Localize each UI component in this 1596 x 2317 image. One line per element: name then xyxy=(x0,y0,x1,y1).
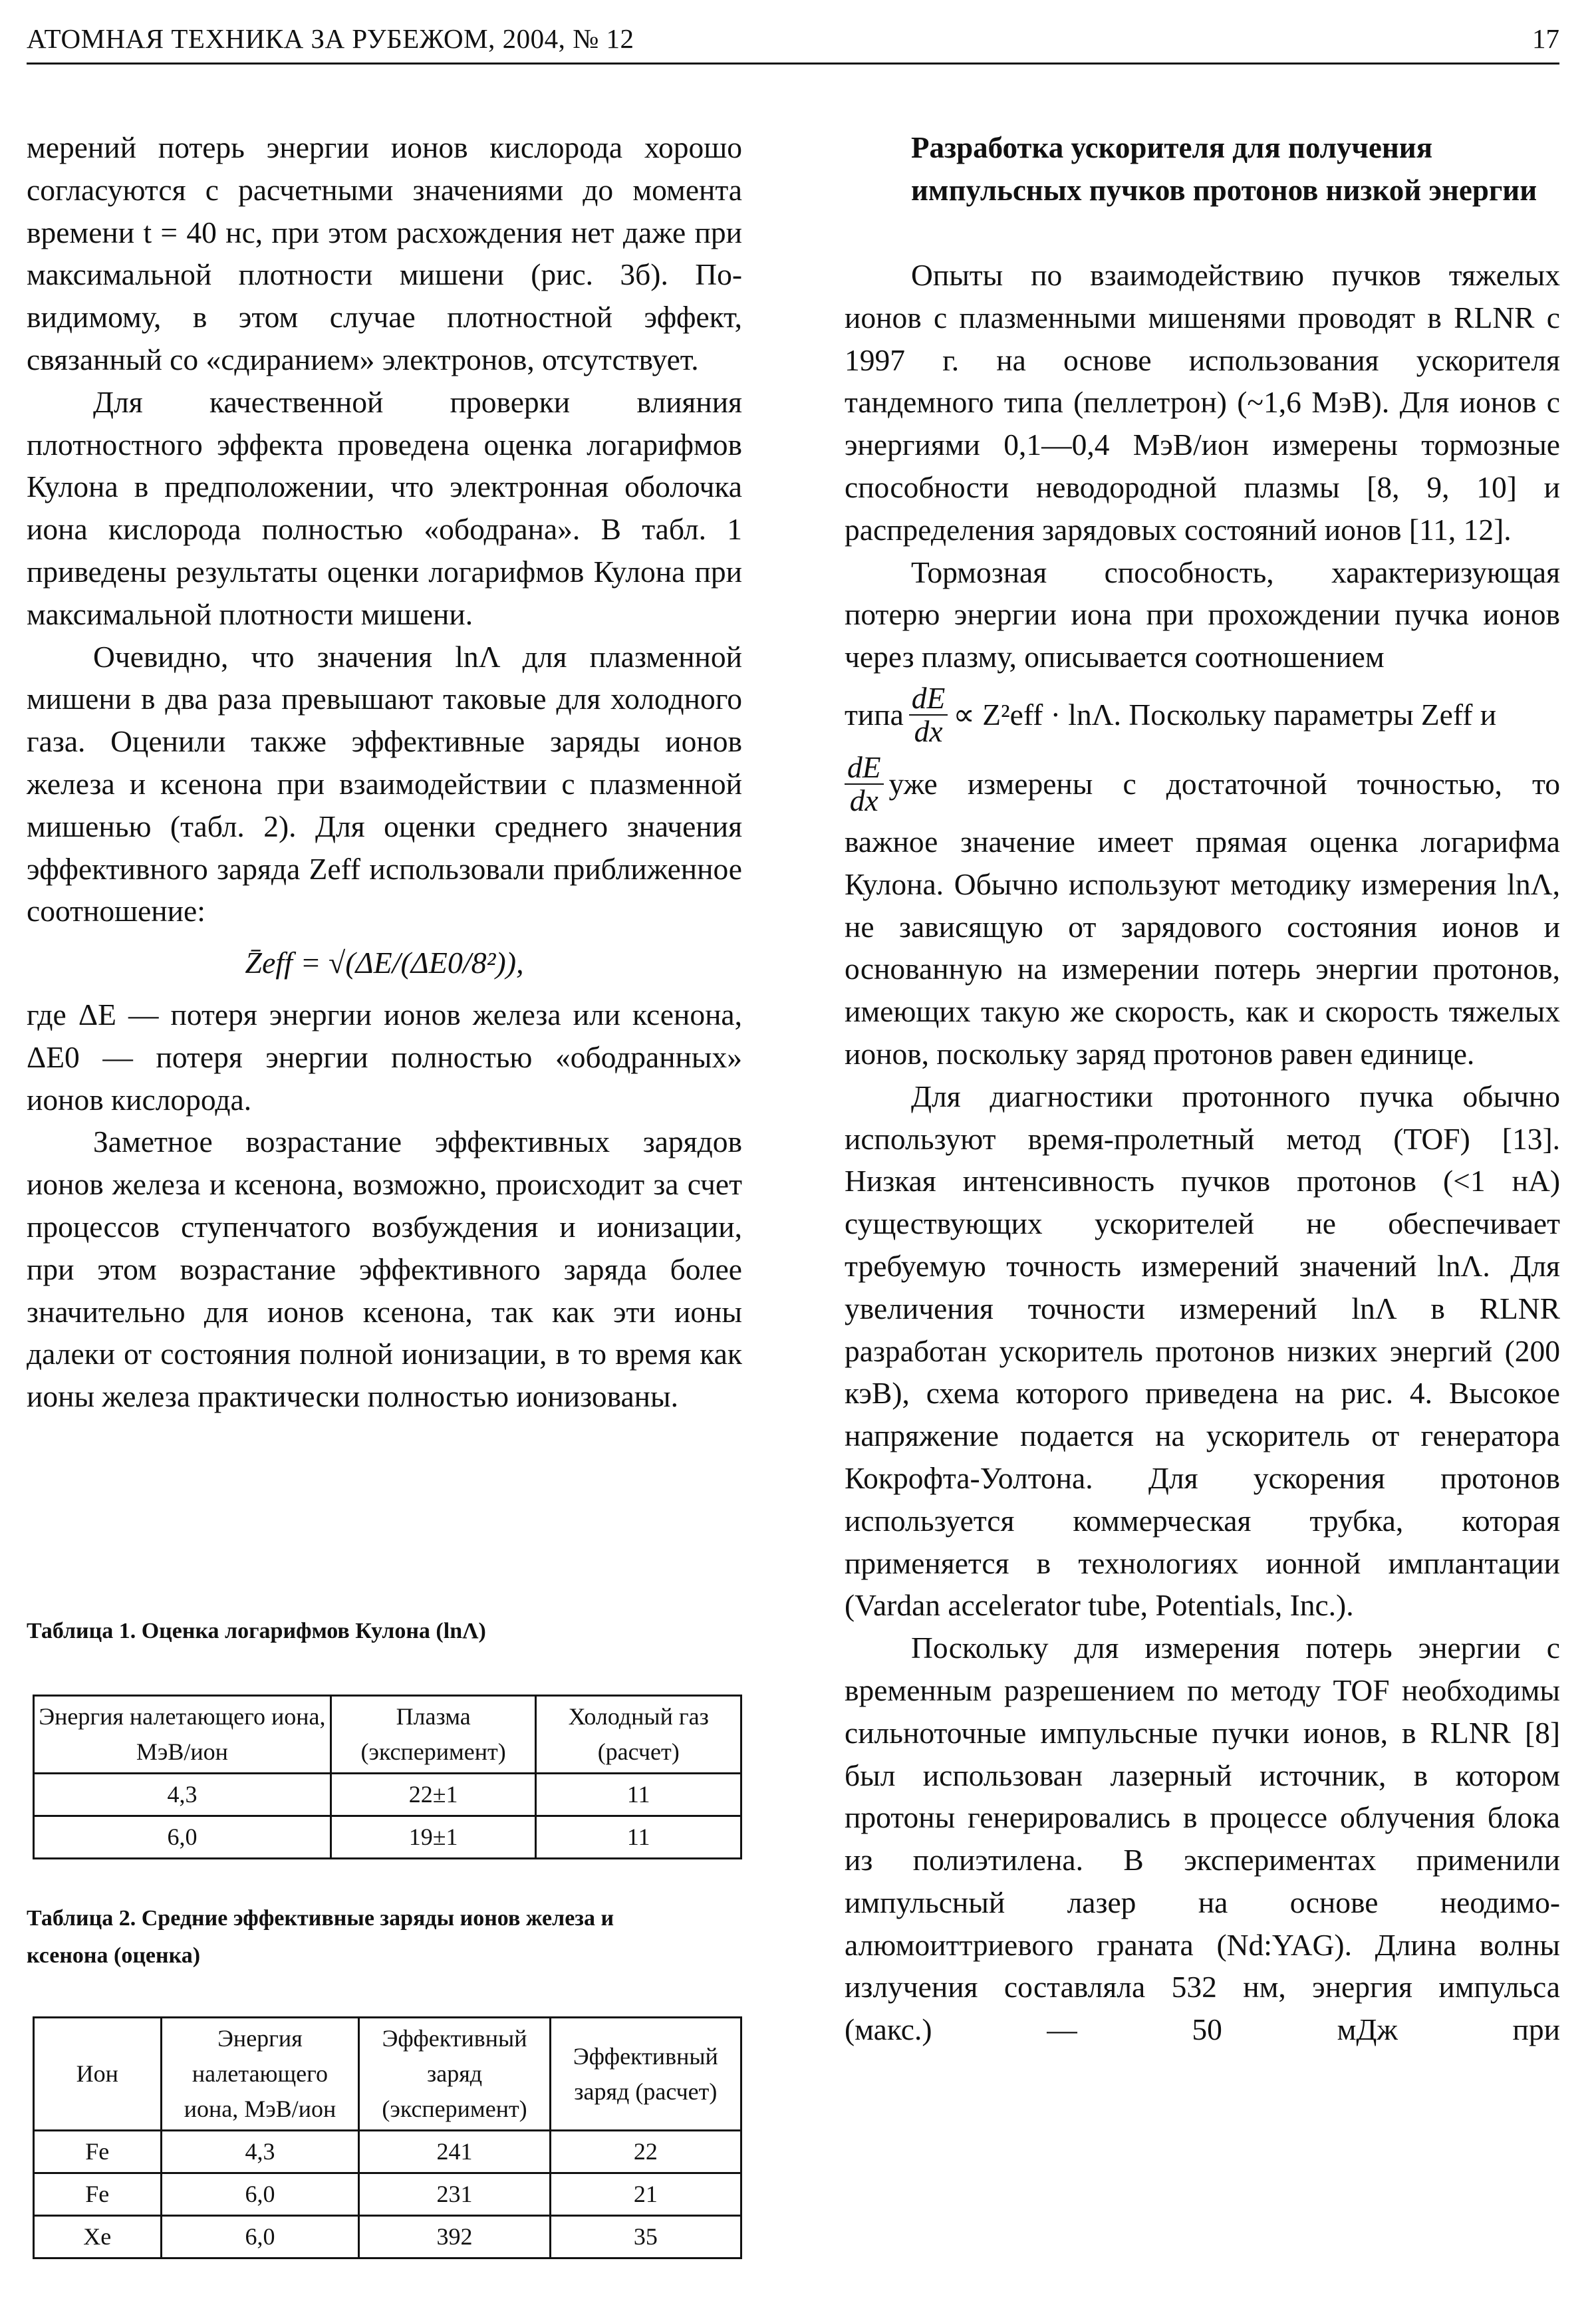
formula-suffix: уже измерены с достаточной точностью, то xyxy=(888,767,1560,801)
section-title: Разработка ускорителя для получения импульсных пучков протонов низкой энергии xyxy=(911,131,1537,207)
fraction-numerator: dE xyxy=(909,682,948,716)
header-cell: Эффективный заряд (эксперимент) xyxy=(359,2018,550,2131)
table-header-row xyxy=(34,1696,741,1774)
paragraph: Поскольку для измерения потерь энергии с временным разрешением по методу TOF необходимы сильноточные импульсные пучки ионов, в RLNR [8] был использован лазерный источник, в котором протоны генерировались в процессе облучения блока из полиэтилена. В экспериментах применили импульсный лазер на основе неодимо-алюмоиттриевого граната (Nd:YAG). Длина волны излучения составляла 532 нм, энергия импульса (макс.) — 50 мДж при xyxy=(845,1631,1560,2047)
cell: 4,3 xyxy=(34,1774,331,1816)
paragraph: Для качественной проверки влияния плотностного эффекта проведена оценка логарифмов Кулона в предположении, что электронная оболочка иона кислорода полностью «ободрана». В табл. 1 приведены результаты оценки логарифмов Кулона при максимальной плотности мишени. xyxy=(27,384,742,631)
cell: 22 xyxy=(550,2131,741,2173)
cell: Fe xyxy=(34,2173,162,2216)
cell: 11 xyxy=(536,1816,741,1859)
paragraph: Для диагностики протонного пучка обычно используют время-пролетный метод (TOF) [13]. Низкая интенсивность пучков протонов (<1 нА) существующих ускорителей не обеспечивает требуемую точность измерений значений lnΛ. Для увеличения точности измерений lnΛ в RLNR разработан ускоритель протонов низких энергий (200 кэВ), схема которого приведена на рис. 4. Высокое напряжение подается на ускоритель от генератора Кокрофта-Уолтона. Для ускорения протонов используется коммерческая трубка, которая применяется в технологиях ионной имплантации (Vardan accelerator tube, Potentials, Inc.). xyxy=(845,1079,1560,1623)
fraction-denominator: dx xyxy=(849,783,878,817)
table-row xyxy=(34,1774,741,1816)
cell: 22±1 xyxy=(331,1774,536,1816)
dEdx-line xyxy=(845,751,1560,817)
fraction-denominator: dx xyxy=(914,714,943,748)
header-cell: Эффективный заряд (расчет) xyxy=(550,2018,741,2131)
header-cell: Энергия налетающего иона, МэВ/ион xyxy=(34,1696,331,1774)
journal-title: АТОМНАЯ ТЕХНИКА ЗА РУБЕЖОМ, 2004, № 12 xyxy=(27,23,634,54)
table-effective-charges xyxy=(33,2016,742,2259)
fraction-numerator: dE xyxy=(845,751,884,785)
cell: 231 xyxy=(359,2173,550,2216)
table-coulomb-logarithms xyxy=(33,1695,742,1859)
running-header xyxy=(27,19,1559,65)
cell: 6,0 xyxy=(161,2173,359,2216)
cell: 35 xyxy=(550,2216,741,2258)
paragraph: Очевидно, что значения lnΛ для плазменной мишени в два раза превышают таковые для холодного газа. Оценили также эффективные заряды ионов железа и ксенона при взаимодействии с плазменной мишенью (табл. 2). Для оценки среднего значения эффективного заряда Zeff использовали приближенное соотношение: xyxy=(27,639,742,928)
formula-prefix: типа xyxy=(845,698,904,732)
cell: 6,0 xyxy=(34,1816,331,1859)
table-row xyxy=(34,2173,741,2216)
formula-relation: ∝ Z²eff · lnΛ. Поскольку параметры Zeff и xyxy=(953,698,1497,732)
header-cell: Холодный газ (расчет) xyxy=(536,1696,741,1774)
page-number: 17 xyxy=(1532,23,1559,54)
paragraph: Опыты по взаимодействию пучков тяжелых ионов с плазменными мишенями проводят в RLNR с 1997 г. на основе использования ускорителя тандемного типа (пеллетрон) (~1,6 МэВ). Для ионов с энергиями 0,1—0,4 МэВ/ион измерены тормозные способности неводородной плазмы [8, 9, 10] и распределения зарядовых состояний ионов [11, 12]. xyxy=(845,258,1560,547)
table-row xyxy=(34,1816,741,1859)
cell: 392 xyxy=(359,2216,550,2258)
cell: 241 xyxy=(359,2131,550,2173)
table2-caption: Таблица 2. Средние эффективные заряды ионов железа и ксенона (оценка) xyxy=(27,1906,614,1968)
fraction-dE-dx xyxy=(845,751,884,817)
left-column xyxy=(27,126,742,1418)
table-row xyxy=(34,2216,741,2258)
paragraph: Заметное возрастание эффективных зарядов ионов железа и ксенона, возможно, происходит за счет процессов ступенчатого возбуждения и ионизации, при этом возрастание эффективного заряда более значительно для ионов ксенона, так как эти ионы далеки от состояния полной ионизации, в то время как ионы железа практически полностью ионизованы. xyxy=(27,1125,742,1414)
paragraph: Тормозная способность, характеризующая потерю энергии иона при прохождении пучка ионов через плазму, описывается соотношением xyxy=(845,555,1560,674)
table-row xyxy=(34,2131,741,2173)
cell: 19±1 xyxy=(331,1816,536,1859)
header-cell: Ион xyxy=(34,2018,162,2131)
paragraph: мерений потерь энергии ионов кислорода хорошо согласуются с расчетными значениями до момента времени t = 40 нс, при этом расхождения нет даже при максимальной плотности мишени (рис. 3б). По-видимому, в этом случае плотностной эффект, связанный со «сдиранием» электронов, отсутствует. xyxy=(27,130,742,376)
table-header-row xyxy=(34,2018,741,2131)
paragraph: где ΔE — потеря энергии ионов железа или ксенона, ΔE0 — потеря энергии полностью «ободранных» ионов кислорода. xyxy=(27,997,742,1117)
stopping-power-formula xyxy=(845,682,1560,748)
table1-caption: Таблица 1. Оценка логарифмов Кулона (lnΛ) xyxy=(27,1619,486,1643)
paragraph: важное значение имеет прямая оценка логарифма Кулона. Обычно используют методику измерения lnΛ, не зависящую от зарядового состояния ионов и основанную на измерении потерь энергии протонов, имеющих такую же скорость, как и скорость тяжелых ионов, поскольку заряд протонов равен единице. xyxy=(845,824,1560,1071)
cell: 6,0 xyxy=(161,2216,359,2258)
fraction-dE-dx xyxy=(909,682,948,748)
cell: 11 xyxy=(536,1774,741,1816)
header-cell: Плазма (эксперимент) xyxy=(331,1696,536,1774)
cell: 4,3 xyxy=(161,2131,359,2173)
right-column xyxy=(845,126,1560,2051)
header-cell: Энергия налетающего иона, МэВ/ион xyxy=(161,2018,359,2131)
cell: Xe xyxy=(34,2216,162,2258)
zeff-formula: Z̄eff = √(ΔE/(ΔE0/8²)), xyxy=(245,946,524,980)
cell: 21 xyxy=(550,2173,741,2216)
cell: Fe xyxy=(34,2131,162,2173)
